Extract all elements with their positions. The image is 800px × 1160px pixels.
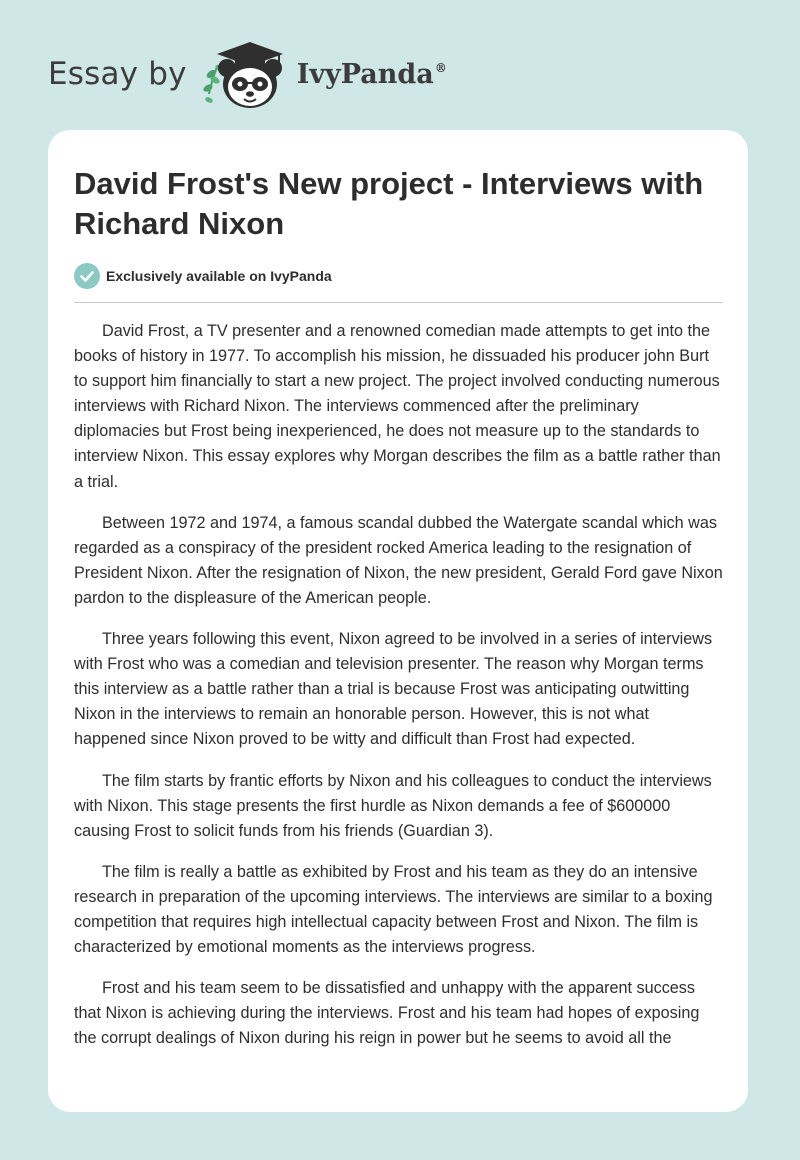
essay-paragraph: The film starts by frantic efforts by Nixon and his colleagues to conduct the interviews with Nixon. This stage presents the first hurdle as Nixon demands a fee of $600000 causing Frost to solicit funds from his friends (Guardian 3). (74, 771, 712, 840)
essay-paragraph: The film is really a battle as exhibited by Frost and his team as they do an intensive research in preparation of the upcoming interviews. The interviews are similar to a boxing competition that requires high intellectual capacity between Frost and Nixon. The film is characterized by emotional moments as the interviews progress. (74, 862, 713, 957)
check-circle-icon (74, 263, 100, 289)
essay-title: David Frost's New project - Interviews with Richard Nixon (74, 166, 704, 241)
essay-paragraph: Frost and his team seem to be dissatisfied and unhappy with the apparent success that Nixon is achieving during the interviews. Frost and his team had hopes of exposing the corrupt dealings of Nixon during his reign in power but he seems to avoid all the (74, 979, 700, 1048)
essay-paragraph: David Frost, a TV presenter and a renowned comedian made attempts to get into the books of history in 1977. To accomplish his mission, he dissuaded his producer john Burt to support him financially to start a new project. The project involved conducting numerous interviews with Richard Nixon. The interviews commenced after the preliminary diplomacies but Frost being inexperienced, he does not measure up to the standards to interview Nixon. This essay explores why Morgan describes the film as a battle rather than a trial. (74, 322, 721, 491)
panda-graduate-icon (197, 34, 293, 114)
essay-paragraph: Three years following this event, Nixon agreed to be involved in a series of interviews with Frost who was a comedian and television presenter. The reason why Morgan terms this interview as a battle rather than a trial is because Frost was anticipating outwitting Nixon in the interviews to remain an honorable person. However, this is not what happened since Nixon proved to be witty and difficult than Frost had expected. (74, 630, 713, 749)
essay-card (48, 130, 748, 1112)
divider (74, 302, 723, 303)
exclusive-label: Exclusively available on IvyPanda (106, 268, 332, 284)
trademark-symbol: ® (434, 60, 447, 75)
brand-name-text: IvyPanda (296, 58, 434, 90)
essay-by-label: Essay by (48, 56, 187, 92)
essay-paragraph: Between 1972 and 1974, a famous scandal dubbed the Watergate scandal which was regarded as a conspiracy of the president rocked America leading to the resignation of President Nixon. After the resignation of Nixon, the new president, Gerald Ford gave Nixon pardon to the displeasure of the American people. (74, 513, 723, 607)
essay-body (74, 319, 724, 1067)
exclusive-badge (74, 263, 332, 289)
site-header (48, 34, 447, 114)
ivypanda-wordmark (297, 59, 447, 90)
